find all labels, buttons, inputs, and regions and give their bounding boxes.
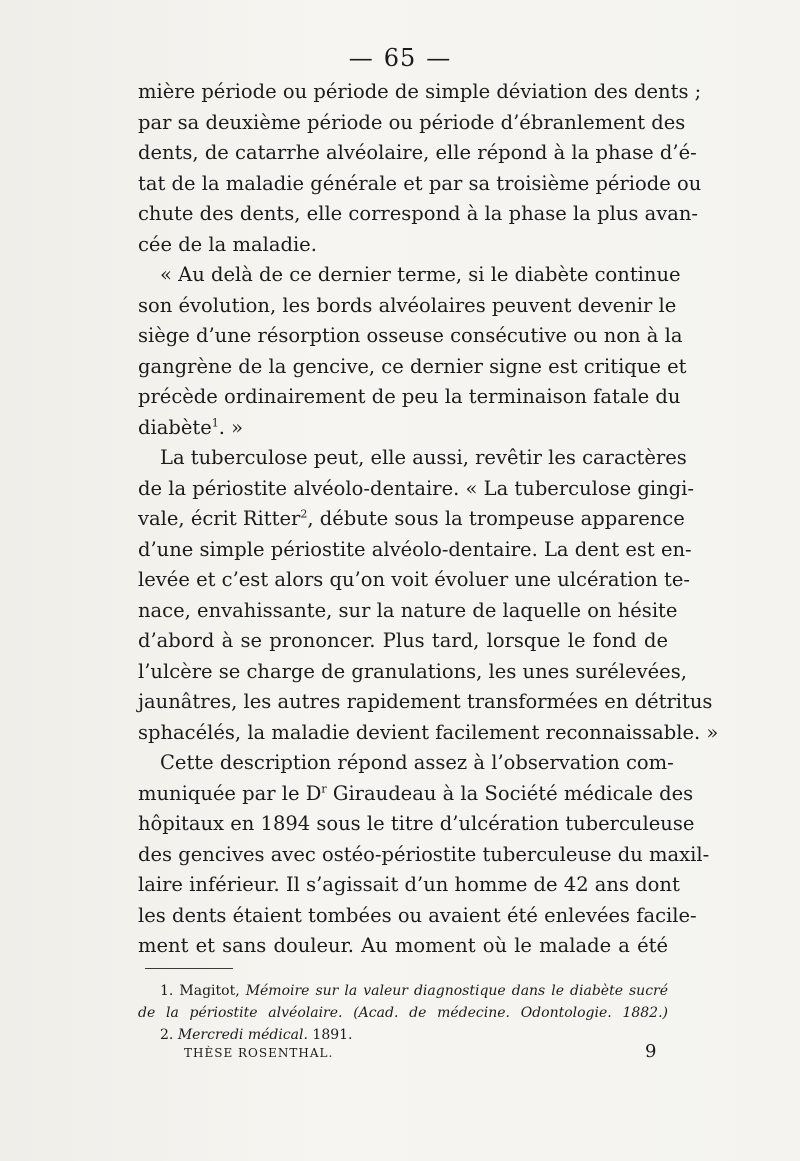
text-fragment: vale, écrit Ritter — [138, 507, 301, 530]
footnote-divider — [145, 968, 233, 969]
header-dash-right: — — [426, 44, 452, 72]
footnote-title: Mémoire sur la valeur diagnostique dans le diabète sucré — [245, 983, 669, 999]
text-fragment: , débute sous la trompeuse apparence — [307, 507, 685, 530]
footnote-ref-2: 2 — [300, 507, 308, 521]
text-line: siège d’une résorption osseuse consécutive ou non à la — [138, 324, 683, 347]
text-line: hôpitaux en 1894 sous le titre d’ulcération tuberculeuse — [138, 812, 695, 835]
text-fragment: . » — [218, 415, 244, 439]
text-fragment: diabète — [138, 415, 212, 439]
text-line: jaunâtres, les autres rapidement transformées en détritus — [138, 690, 713, 713]
footnote-1 — [138, 980, 668, 1002]
text-line: cée de la maladie. — [138, 232, 317, 256]
text-line: mière période ou période de simple déviation des dents ; — [138, 80, 702, 103]
footnote-year: 1891. — [312, 1027, 353, 1043]
text-line: de la périostite alvéolo-dentaire. « La tuberculose gingi- — [138, 476, 694, 500]
text-line: l’ulcère se charge de granulations, les unes surélevées, — [138, 659, 687, 683]
text-fragment: muniquée par le D — [138, 781, 322, 805]
footnote-1-cont — [138, 1002, 668, 1024]
footnote-2 — [138, 1024, 668, 1046]
footnote-source: (Acad. de médecine. Odontologie. 1882.) — [353, 1005, 668, 1021]
text-line: chute des dents, elle correspond à la phase la plus avan- — [138, 202, 698, 225]
text-line: sphacélés, la maladie devient facilement reconnaissable. » — [138, 720, 719, 744]
text-line: d’abord à se prononcer. Plus tard, lorsque le fond de — [138, 629, 668, 652]
footnote-title-cont: de la périostite alvéolaire. — [138, 1005, 343, 1021]
text-line: précède ordinairement de peu la terminaison fatale du — [138, 385, 681, 408]
text-line: laire inférieur. Il s’agissait d’un homme de 42 ans dont — [138, 873, 680, 896]
text-line: son évolution, les bords alvéolaires peuvent devenir le — [138, 293, 677, 317]
text-line: par sa deuxième période ou période d’ébranlement des — [138, 110, 686, 134]
footnote-number: 2. — [160, 1027, 174, 1043]
text-line — [138, 779, 694, 810]
footnote-number: 1. — [160, 983, 174, 999]
header-dash-left: — — [348, 44, 374, 72]
signature-number: 9 — [645, 1041, 657, 1062]
text-fragment: Giraudeau à la Société médicale des — [326, 781, 694, 805]
text-line: tat de la maladie générale et par sa troisième période ou — [138, 171, 702, 195]
text-line: Cette description répond assez à l’observation com- — [160, 751, 674, 774]
text-line: dents, de catarrhe alvéolaire, elle répond à la phase d’é- — [138, 141, 697, 164]
text-line: nace, envahissante, sur la nature de laquelle on hésite — [138, 598, 678, 622]
text-line: ment et sans douleur. Au moment où le malade a été — [138, 934, 668, 957]
text-line: des gencives avec ostéo-périostite tuberculeuse du maxil- — [138, 842, 710, 866]
footnote-ref-1: 1 — [211, 416, 219, 429]
text-line: levée et c’est alors qu’on voit évoluer une ulcération te- — [138, 568, 690, 591]
footnote-author: Magitot, — [179, 983, 240, 999]
page-header — [0, 44, 800, 72]
text-line: La tuberculose peut, elle aussi, revêtir les caractères — [160, 446, 687, 469]
body-text — [138, 77, 719, 962]
text-line: « Au delà de ce dernier terme, si le diabète continue — [160, 263, 681, 286]
printer-signature: THÈSE ROSENTHAL. — [184, 1046, 334, 1060]
page-number: 65 — [383, 44, 417, 72]
footnotes — [138, 980, 668, 1046]
text-line — [138, 504, 685, 535]
text-line — [138, 413, 668, 444]
text-line: les dents étaient tombées ou avaient été enlevées facile- — [138, 903, 697, 927]
superscript: r — [321, 782, 327, 795]
footnote-title: Mercredi médical. — [177, 1027, 308, 1043]
text-line: gangrène de la gencive, ce dernier signe est critique et — [138, 354, 687, 378]
text-line: d’une simple périostite alvéolo-dentaire. La dent est en- — [138, 537, 692, 561]
